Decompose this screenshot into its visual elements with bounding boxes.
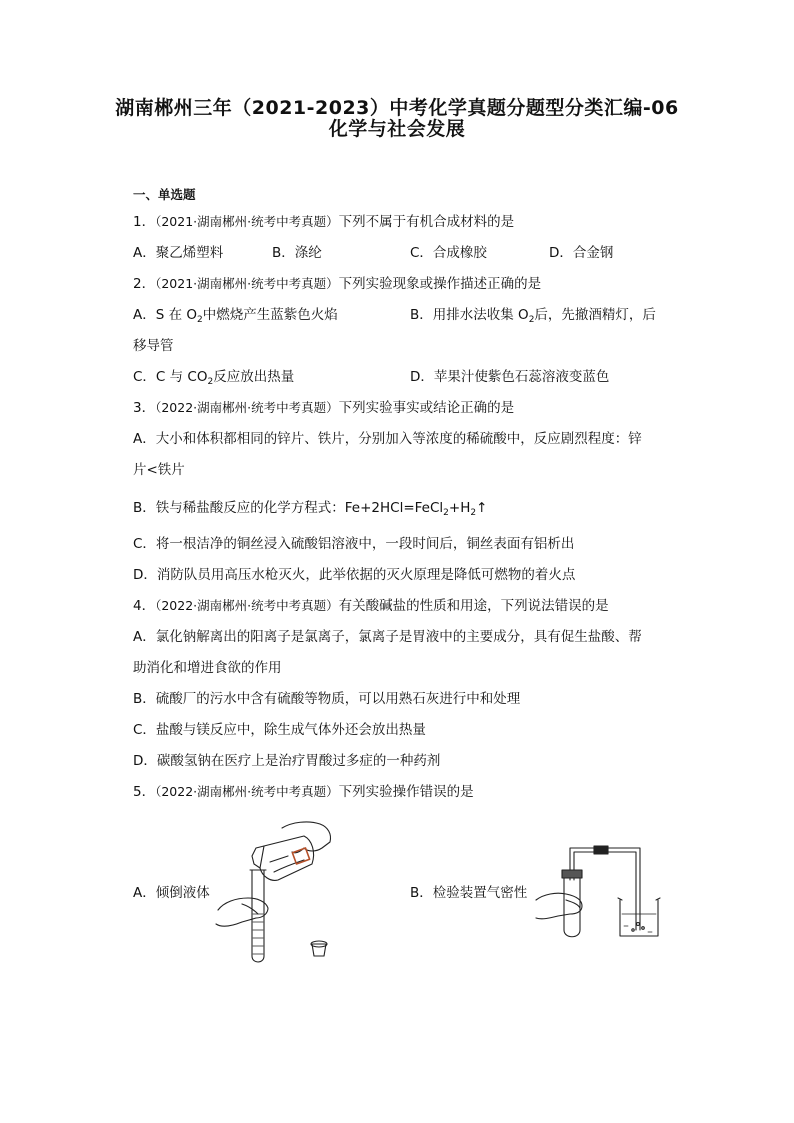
airtightness-check-figure (536, 840, 662, 942)
question-source: （2022·湖南郴州·统考中考真题） (155, 400, 339, 415)
question-5 (133, 783, 474, 801)
question-number: 1． (133, 214, 156, 230)
question-4 (133, 597, 609, 615)
q3-option-a: A．大小和体积都相同的锌片、铁片，分别加入等浓度的稀硫酸中，反应剧烈程度：锌 (133, 431, 642, 447)
q2-option-b-continued: 移导管 (133, 338, 174, 354)
q4-option-d: D．碳酸氢钠在医疗上是治疗胃酸过多症的一种药剂 (133, 753, 441, 769)
q3-option-c: C．将一根洁净的铜丝浸入硫酸铝溶液中，一段时间后，铜丝表面有铝析出 (133, 536, 575, 552)
question-2 (133, 275, 541, 293)
q3-b-gas-arrow: ↑ (476, 500, 488, 516)
section-heading: 一、单选题 (133, 187, 196, 202)
q5-option-b: B．检验装置气密性 (410, 885, 528, 901)
q2-c-text: C．C 与 CO (133, 369, 208, 385)
q4-option-c: C．盐酸与镁反应中，除生成气体外还会放出热量 (133, 722, 426, 738)
question-number: 3． (133, 400, 156, 416)
q3-b-subscript-1: 2 (443, 508, 449, 518)
page-title-line-1: 湖南郴州三年（2021-2023）中考化学真题分题型分类汇编-06 (115, 97, 679, 119)
q3-option-b (133, 499, 487, 517)
question-source: （2022·湖南郴州·统考中考真题） (155, 784, 339, 799)
question-1 (133, 213, 514, 231)
q2-b-subscript: 2 (528, 315, 535, 325)
q2-b-text-2: 后，先撤酒精灯，后 (534, 307, 656, 323)
question-number: 5． (133, 784, 156, 800)
pouring-liquid-figure (212, 818, 342, 966)
q3-b-text-2: +H (448, 500, 471, 516)
q3-b-text: B．铁与稀盐酸反应的化学方程式：Fe+2HCl=FeCl (133, 500, 444, 516)
q3-option-a-continued: 片<铁片 (133, 462, 185, 478)
question-3 (133, 399, 514, 417)
question-stem: 下列实验操作错误的是 (338, 784, 474, 800)
q2-a-text: A．S 在 O (133, 307, 198, 323)
q1-option-b: B．涤纶 (272, 245, 322, 261)
q2-option-d: D．苹果汁使紫色石蕊溶液变蓝色 (410, 369, 610, 385)
q2-c-subscript: 2 (207, 377, 214, 387)
q2-option-a (133, 306, 338, 324)
page-title-line-2: 化学与社会发展 (328, 118, 466, 140)
q5-option-a: A．倾倒液体 (133, 885, 210, 901)
q1-option-c: C．合成橡胶 (410, 245, 487, 261)
question-source: （2021·湖南郴州·统考中考真题） (155, 214, 339, 229)
question-stem: 下列实验事实或结论正确的是 (338, 400, 515, 416)
question-number: 4． (133, 598, 156, 614)
q3-b-subscript-2: 2 (470, 508, 477, 518)
q4-option-a: A．氯化钠解离出的阳离子是氯离子，氯离子是胃液中的主要成分，具有促生盐酸、帮 (133, 629, 642, 645)
q4-option-b: B．硫酸厂的污水中含有硫酸等物质，可以用熟石灰进行中和处理 (133, 691, 521, 707)
question-stem: 有关酸碱盐的性质和用途，下列说法错误的是 (338, 598, 609, 614)
q2-option-b (410, 306, 656, 324)
question-source: （2022·湖南郴州·统考中考真题） (155, 598, 339, 613)
q2-a-text-2: 中燃烧产生蓝紫色火焰 (202, 307, 338, 323)
question-stem: 下列实验现象或操作描述正确的是 (338, 276, 542, 292)
q1-option-a: A．聚乙烯塑料 (133, 245, 224, 261)
q2-option-c (133, 368, 294, 386)
q3-option-d: D．消防队员用高压水枪灭火，此举依据的灭火原理是降低可燃物的着火点 (133, 567, 576, 583)
question-stem: 下列不属于有机合成材料的是 (338, 214, 515, 230)
question-number: 2． (133, 276, 156, 292)
q2-c-text-2: 反应放出热量 (213, 369, 295, 385)
q1-option-d: D．合金钢 (549, 245, 614, 261)
q2-b-text: B．用排水法收集 O (410, 307, 529, 323)
q2-a-subscript: 2 (197, 315, 203, 325)
question-source: （2021·湖南郴州·统考中考真题） (155, 276, 339, 291)
q4-option-a-continued: 助消化和增进食欲的作用 (133, 660, 282, 676)
